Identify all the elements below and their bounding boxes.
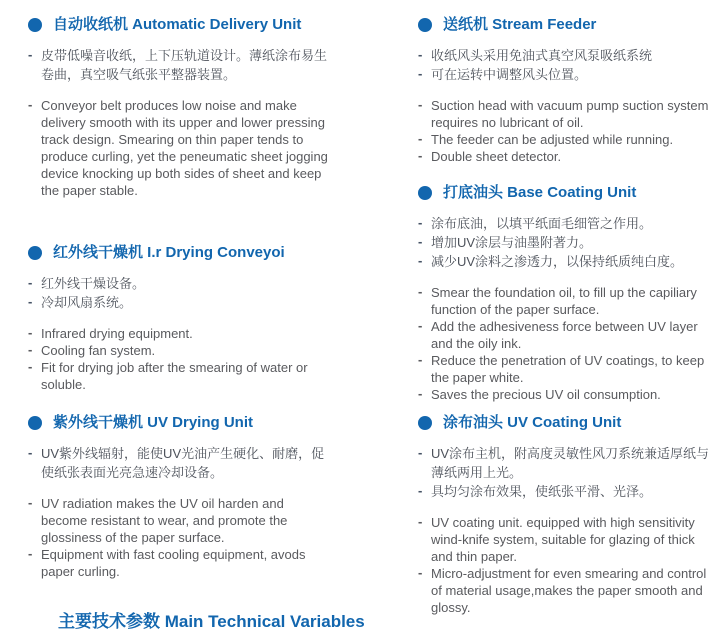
chinese-item-list (418, 444, 710, 501)
english-item-list (418, 514, 710, 616)
section-title: 紫外线干燥机 UV Drying Unit (53, 414, 254, 431)
list-item: - UV radiation makes the UV oil harden and become resistant to wear, and promote the glossiness of the paper surface. (28, 495, 328, 546)
list-item: - Saves the precious UV oil consumption. (418, 386, 710, 403)
bullet-dot-icon (28, 18, 42, 32)
section-title: 送纸机 Stream Feeder (443, 16, 597, 33)
list-item: - UV紫外线辐射，能使UV光油产生硬化、耐磨，促使纸张表面光亮急速冷却设备。 (28, 444, 328, 482)
list-item: - 收纸风头采用免油式真空风泵吸纸系统 (418, 46, 710, 65)
section-title: 打底油头 Base Coating Unit (443, 184, 637, 201)
list-item: - 增加UV涂层与油墨附著力。 (418, 233, 710, 252)
chinese-item-list (418, 214, 710, 271)
english-item-list (418, 284, 710, 403)
list-item: - Micro-adjustment for even smearing and control of material usage,makes the paper smooth and glossy. (418, 565, 710, 616)
list-item: - 可在运转中调整风头位置。 (418, 65, 710, 84)
bullet-dot-icon (418, 416, 432, 430)
list-item: - Add the adhesiveness force between UV layer and the oily ink. (418, 318, 710, 352)
list-item: - Fit for drying job after the smearing of water or soluble. (28, 359, 328, 393)
list-item: - 涂布底油，以填平纸面毛细管之作用。 (418, 214, 710, 233)
list-item: - Equipment with fast cooling equipment, avods paper curling. (28, 546, 328, 580)
section-uv-drying-unit (28, 414, 328, 580)
list-item: - 减少UV涂料之渗透力，以保持纸质纯白度。 (418, 252, 710, 271)
main-technical-variables-heading: 主要技术参数 Main Technical Variables (58, 612, 365, 631)
bullet-dot-icon (418, 186, 432, 200)
section-automatic-delivery-unit (28, 16, 328, 199)
list-item: - 红外线干燥设备。 (28, 274, 328, 293)
chinese-item-list (28, 46, 328, 84)
section-title: 自动收纸机 Automatic Delivery Unit (53, 16, 302, 33)
list-item: - 具均匀涂布效果，使纸张平滑、光泽。 (418, 482, 710, 501)
bullet-dot-icon (28, 246, 42, 260)
chinese-item-list (28, 444, 328, 482)
bullet-dot-icon (28, 416, 42, 430)
english-item-list (28, 325, 328, 393)
section-header (28, 414, 328, 432)
chinese-item-list (418, 46, 710, 84)
list-item: - 冷却风扇系统。 (28, 293, 328, 312)
list-item: - Double sheet detector. (418, 148, 710, 165)
list-item: - Cooling fan system. (28, 342, 328, 359)
english-item-list (28, 97, 328, 199)
section-header (28, 16, 328, 34)
section-header (418, 414, 710, 432)
list-item: - UV涂布主机，附高度灵敏性风刀系统兼适厚纸与薄纸两用上光。 (418, 444, 710, 482)
section-stream-feeder (418, 16, 710, 165)
section-header (28, 244, 328, 262)
section-title: 红外线干燥机 I.r Drying Conveyoi (53, 244, 285, 261)
section-title: 涂布油头 UV Coating Unit (443, 414, 622, 431)
section-header (418, 184, 710, 202)
chinese-item-list (28, 274, 328, 312)
list-item: - The feeder can be adjusted while running. (418, 131, 710, 148)
list-item: - Reduce the penetration of UV coatings, to keep the paper white. (418, 352, 710, 386)
section-header (418, 16, 710, 34)
section-ir-drying-conveyor (28, 244, 328, 393)
list-item: - Smear the foundation oil, to fill up the capiliary function of the paper surface. (418, 284, 710, 318)
section-base-coating-unit (418, 184, 710, 403)
list-item: - Suction head with vacuum pump suction system requires no lubricant of oil. (418, 97, 710, 131)
list-item: - Conveyor belt produces low noise and make delivery smooth with its upper and lower pressing track design. Smearing on thin paper tends to produce curling, yet the peneumatic sheet jogging device knocking up both sides of sheet and keep the paper stable. (28, 97, 328, 199)
list-item: - 皮带低噪音收纸，上下压轨道设计。薄纸涂布易生卷曲，真空吸气纸张平整器装置。 (28, 46, 328, 84)
english-item-list (28, 495, 328, 580)
list-item: - Infrared drying equipment. (28, 325, 328, 342)
list-item: - UV coating unit. equipped with high sensitivity wind-knife system, suitable for glazing of thick and thin paper. (418, 514, 710, 565)
english-item-list (418, 97, 710, 165)
bullet-dot-icon (418, 18, 432, 32)
section-uv-coating-unit (418, 414, 710, 616)
